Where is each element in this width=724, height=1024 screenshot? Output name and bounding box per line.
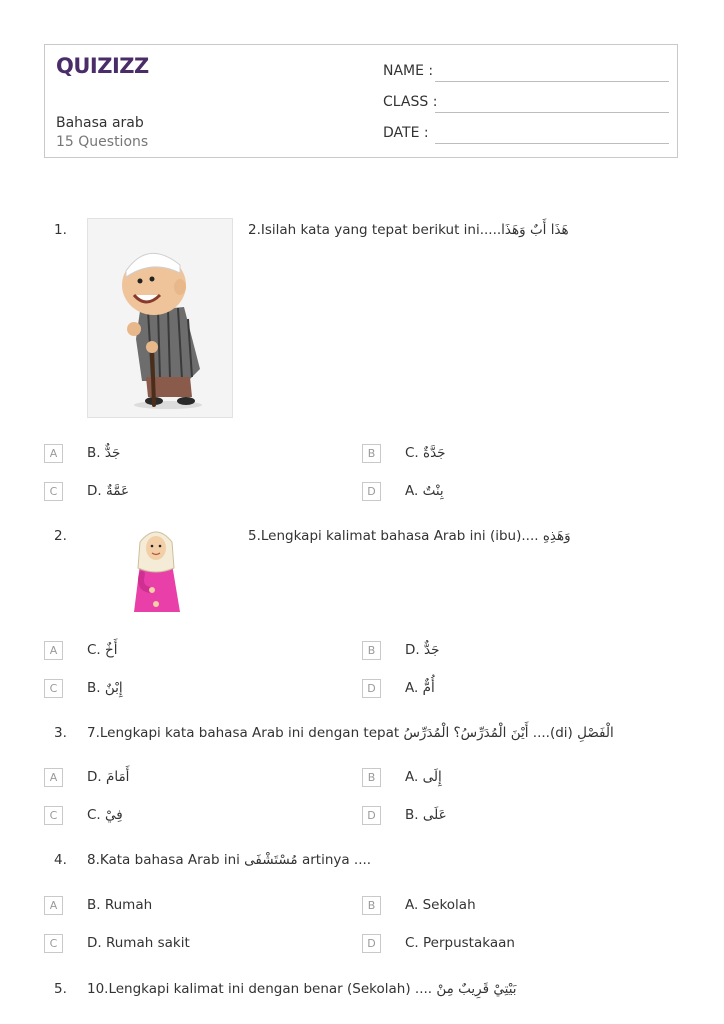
option-b-text: C. جَدَّةٌ	[405, 445, 446, 461]
option-c-text: B. إِبْنٌ	[87, 680, 123, 696]
option-c-box[interactable]: C	[44, 482, 63, 501]
option-a-box[interactable]: A	[44, 444, 63, 463]
question-number: 5.	[54, 981, 67, 997]
question-number: 1.	[54, 222, 67, 238]
option-d-box[interactable]: D	[362, 679, 381, 698]
option-d-text: A. أُمٌّ	[405, 680, 435, 696]
option-a-text: B. جَدٌّ	[87, 445, 121, 461]
option-b-text: A. إِلَى	[405, 769, 442, 785]
option-a-text: D. أَمَامَ	[87, 769, 130, 785]
option-a-box[interactable]: A	[44, 641, 63, 660]
question-number: 3.	[54, 725, 67, 741]
class-label: CLASS :	[383, 94, 438, 110]
question-number: 2.	[54, 528, 67, 544]
option-d-box[interactable]: D	[362, 482, 381, 501]
option-c-text: D. عَمَّةٌ	[87, 483, 130, 499]
option-d-text: A. بِنْتٌ	[405, 483, 444, 499]
name-field[interactable]	[435, 81, 669, 82]
quizizz-logo: QUIZIZZ	[56, 54, 149, 78]
worksheet-title: Bahasa arab	[56, 115, 144, 131]
option-b-box[interactable]: B	[362, 896, 381, 915]
question-number: 4.	[54, 852, 67, 868]
option-d-text: C. Perpustakaan	[405, 935, 515, 951]
option-a-box[interactable]: A	[44, 896, 63, 915]
option-c-box[interactable]: C	[44, 679, 63, 698]
question-text: 2.Isilah kata yang tepat berikut ini.....هَذَا أَبٌ وَهَذَا	[248, 222, 569, 238]
date-field[interactable]	[435, 143, 669, 144]
hijab-woman-cartoon-icon	[126, 524, 186, 616]
worksheet-header	[44, 44, 678, 158]
hijab-woman-image	[126, 524, 186, 616]
old-man-image	[87, 218, 233, 418]
option-b-box[interactable]: B	[362, 444, 381, 463]
option-c-box[interactable]: C	[44, 806, 63, 825]
option-b-box[interactable]: B	[362, 768, 381, 787]
option-d-box[interactable]: D	[362, 806, 381, 825]
option-c-text: C. فِيْ	[87, 807, 123, 823]
name-label: NAME :	[383, 63, 434, 79]
question-text: 7.Lengkapi kata bahasa Arab ini dengan tepat أَيْنَ الْمُدَرِّسُ؟ الْمُدَرِّسُ ....(di) الْفَصْلِ	[87, 725, 614, 741]
option-d-text: B. عَلَى	[405, 807, 447, 823]
option-b-text: A. Sekolah	[405, 897, 476, 913]
option-c-text: D. Rumah sakit	[87, 935, 190, 951]
option-a-box[interactable]: A	[44, 768, 63, 787]
option-d-box[interactable]: D	[362, 934, 381, 953]
question-text: 5.Lengkapi kalimat bahasa Arab ini (ibu).... وَهَذِهِ	[248, 528, 571, 544]
date-label: DATE :	[383, 125, 429, 141]
question-count: 15 Questions	[56, 134, 149, 150]
option-b-text: D. جَدٌّ	[405, 642, 440, 658]
question-text: 8.Kata bahasa Arab ini مُسْتَشْفَى artinya ....	[87, 852, 372, 868]
class-field[interactable]	[435, 112, 669, 113]
option-b-box[interactable]: B	[362, 641, 381, 660]
old-man-cartoon-icon	[88, 219, 232, 417]
option-c-box[interactable]: C	[44, 934, 63, 953]
question-text: 10.Lengkapi kalimat ini dengan benar (Sekolah) .... بَيْتِيْ قَرِيبٌ مِنْ	[87, 981, 517, 997]
option-a-text: B. Rumah	[87, 897, 153, 913]
option-a-text: C. أَخٌ	[87, 642, 118, 658]
